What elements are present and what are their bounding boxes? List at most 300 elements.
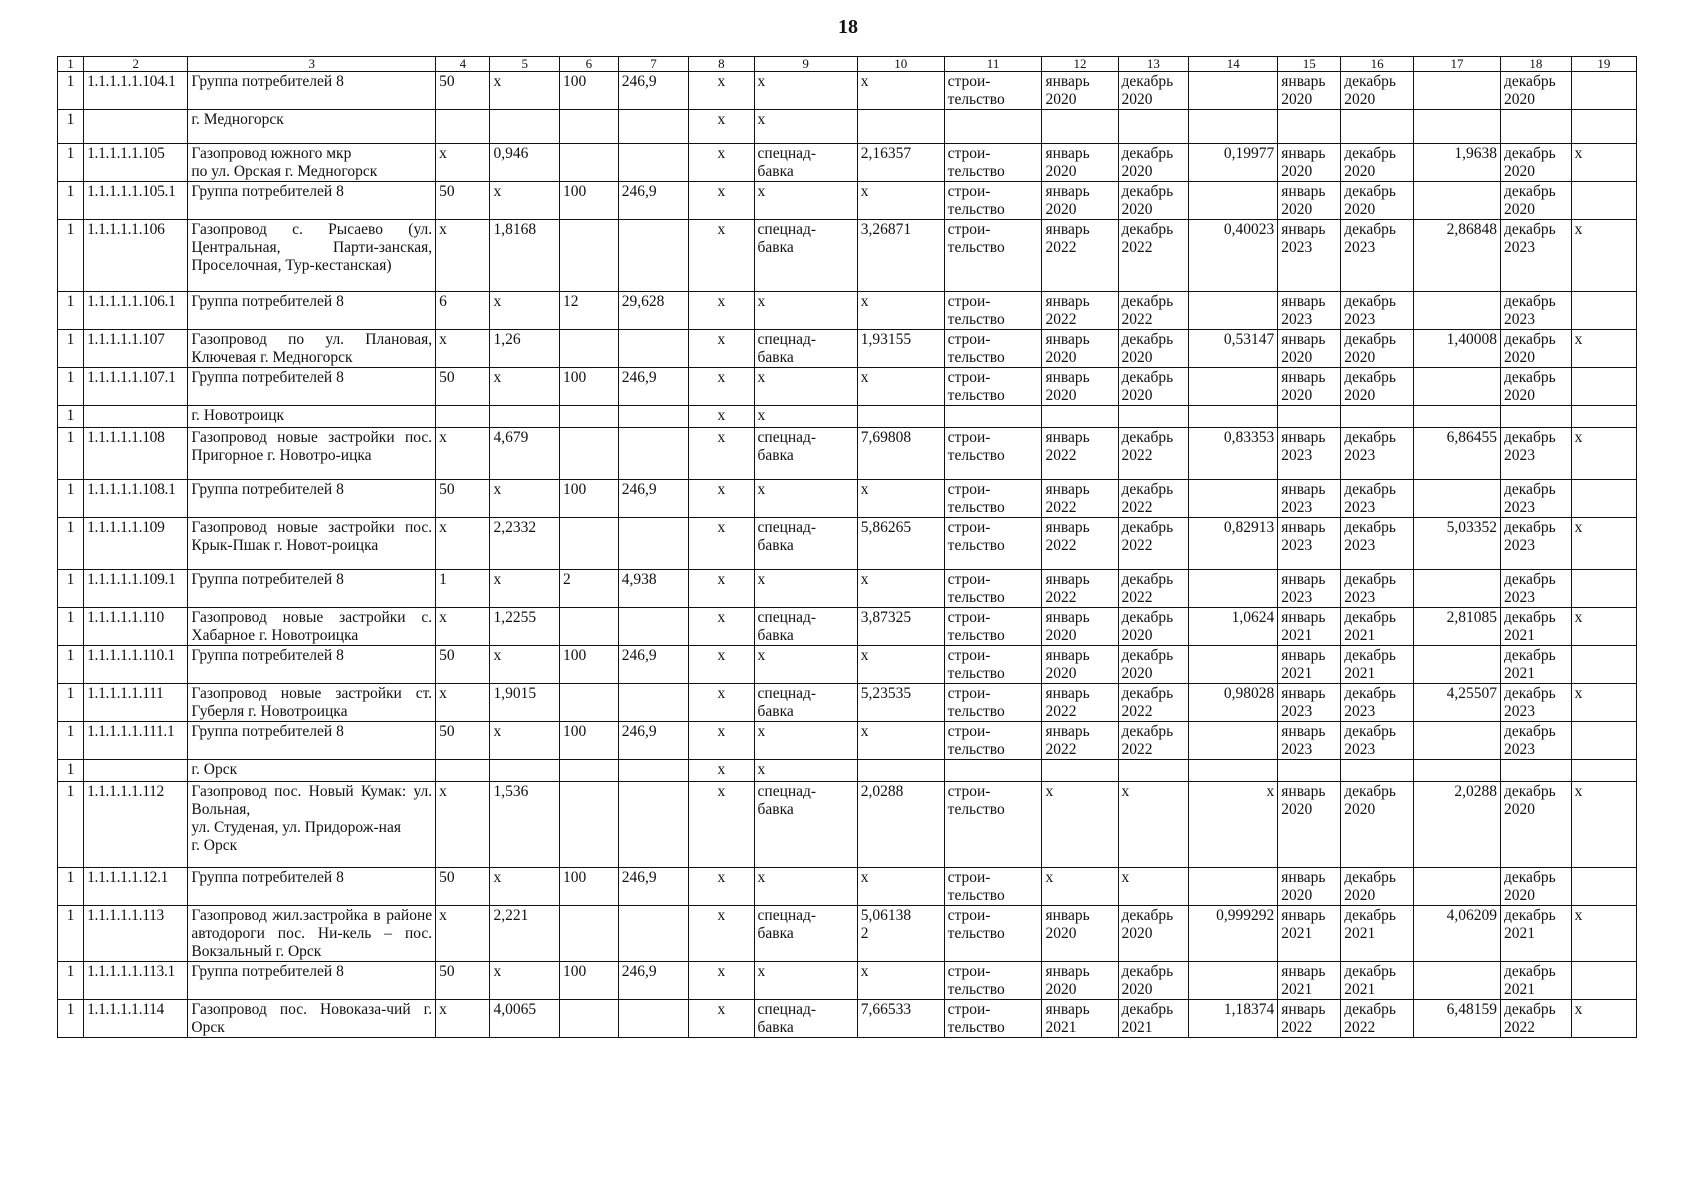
cell-text: декабрь 2023 [1504, 685, 1556, 720]
cell-text: декабрь 2020 [1121, 647, 1174, 682]
table-cell-col-7 [618, 144, 689, 182]
table-cell-col-10 [857, 182, 944, 220]
table-row [58, 868, 1637, 906]
cell-text: декабрь 2023 [1344, 519, 1396, 554]
table-cell-col-13 [1118, 406, 1189, 428]
table-cell-col-1 [58, 110, 84, 144]
table-cell-col-6 [560, 1000, 619, 1038]
cell-text: 2,0288 [1454, 783, 1497, 800]
cell-text: 100 [563, 869, 587, 886]
table-cell-col-16 [1341, 684, 1414, 722]
cell-text: 0,946 [493, 145, 529, 162]
table-cell-col-6 [560, 782, 619, 868]
table-cell-col-1 [58, 962, 84, 1000]
table-cell-col-16 [1341, 480, 1414, 518]
table-cell-col-16 [1341, 182, 1414, 220]
cell-text: х [493, 963, 502, 980]
cell-text: декабрь 2020 [1121, 145, 1174, 180]
table-cell-col-3 [188, 1000, 436, 1038]
table-row [58, 608, 1637, 646]
cell-text: 50 [439, 369, 455, 386]
cell-text: 100 [563, 723, 587, 740]
table-cell-col-8 [689, 406, 754, 428]
table-cell-col-15 [1278, 962, 1341, 1000]
cell-text: декабрь 2020 [1344, 783, 1396, 818]
table-cell-col-3 [188, 962, 436, 1000]
cell-text: х [757, 293, 766, 310]
table-cell-col-8 [689, 220, 754, 292]
table-cell-col-3 [188, 72, 436, 110]
table-cell-col-12 [1042, 760, 1118, 782]
table-cell-col-18 [1501, 480, 1572, 518]
table-cell-col-5 [490, 182, 560, 220]
table-cell-col-9 [754, 782, 857, 868]
cell-text: х [439, 221, 447, 238]
table-cell-col-6 [560, 182, 619, 220]
cell-text: 1,18374 [1223, 1001, 1275, 1018]
table-cell-col-2 [84, 406, 188, 428]
cell-text: спецнад- бавка [757, 331, 817, 366]
table-cell-col-5 [490, 1000, 560, 1038]
table-cell-col-12 [1042, 608, 1118, 646]
table-cell-col-18 [1501, 428, 1572, 480]
cell-text: 1.1.1.1.1.109 [87, 519, 165, 536]
table-cell-col-12 [1042, 646, 1118, 684]
table-cell-col-15 [1278, 220, 1341, 292]
cell-text: х [1574, 685, 1583, 702]
table-cell-col-19 [1571, 144, 1636, 182]
table-cell-col-3 [188, 868, 436, 906]
cell-text: 1.1.1.1.1.108 [87, 429, 165, 446]
cell-text: январь 2021 [1281, 963, 1326, 998]
cell-text: 1 [66, 293, 75, 310]
cell-text: 1 [66, 723, 75, 740]
cell-text: х [1574, 145, 1583, 162]
table-cell-col-11 [944, 182, 1042, 220]
table-cell-col-12 [1042, 428, 1118, 480]
cell-text: Газопровод новые застройки пос. Пригорное г. Новотро-ицка [191, 429, 433, 464]
table-cell-col-11 [944, 868, 1042, 906]
table-row [58, 182, 1637, 220]
cell-text: декабрь 2020 [1121, 609, 1174, 644]
cell-text: 0,83353 [1223, 429, 1275, 446]
table-cell-col-4 [436, 684, 490, 722]
cell-text: х [717, 609, 726, 626]
table-cell-col-19 [1571, 868, 1636, 906]
table-cell-col-18 [1501, 292, 1572, 330]
cell-text: х [1121, 783, 1130, 800]
cell-text: январь 2022 [1045, 221, 1090, 256]
table-cell-col-15 [1278, 782, 1341, 868]
cell-text: 2,16357 [860, 145, 912, 162]
table-cell-col-11 [944, 722, 1042, 760]
table-cell-col-3 [188, 330, 436, 368]
table-cell-col-6 [560, 330, 619, 368]
table-cell-col-6 [560, 368, 619, 406]
column-number-row [58, 57, 1637, 72]
cell-text: х [439, 783, 447, 800]
cell-text: декабрь 2023 [1344, 221, 1396, 256]
cell-text: декабрь 2022 [1121, 221, 1174, 256]
table-cell-col-14 [1189, 330, 1278, 368]
cell-text: 1,40008 [1446, 331, 1497, 348]
table-cell-col-15 [1278, 182, 1341, 220]
table-cell-col-6 [560, 684, 619, 722]
cell-text: декабрь 2020 [1344, 145, 1396, 180]
table-cell-col-18 [1501, 72, 1572, 110]
cell-text: 5,03352 [1446, 519, 1497, 536]
cell-text: январь 2023 [1281, 293, 1326, 328]
table-cell-col-1 [58, 518, 84, 570]
table-cell-col-19 [1571, 220, 1636, 292]
table-cell-col-17 [1414, 722, 1501, 760]
table-cell-col-8 [689, 868, 754, 906]
cell-text: строи- тельство [947, 183, 1005, 218]
cell-text: декабрь 2020 [1121, 963, 1174, 998]
table-cell-col-1 [58, 684, 84, 722]
table-cell-col-9 [754, 646, 857, 684]
cell-text: 100 [563, 963, 587, 980]
table-cell-col-14 [1189, 518, 1278, 570]
table-cell-col-19 [1571, 962, 1636, 1000]
cell-text: 1 [66, 481, 75, 498]
table-cell-col-11 [944, 782, 1042, 868]
cell-text: 1.1.1.1.1.12.1 [87, 869, 169, 886]
table-cell-col-3 [188, 220, 436, 292]
table-cell-col-10 [857, 782, 944, 868]
cell-text: х [717, 407, 726, 424]
table-cell-col-2 [84, 518, 188, 570]
cell-text: 246,9 [621, 369, 657, 386]
cell-text: декабрь 2020 [1504, 369, 1556, 404]
table-cell-col-10 [857, 330, 944, 368]
cell-text: декабрь 2020 [1121, 907, 1174, 942]
table-cell-col-8 [689, 646, 754, 684]
cell-text: 1.1.1.1.1.107 [87, 331, 165, 348]
table-cell-col-7 [618, 962, 689, 1000]
cell-text: январь 2020 [1045, 145, 1090, 180]
cell-text: 1 [66, 761, 75, 778]
table-cell-col-8 [689, 570, 754, 608]
table-cell-col-10 [857, 684, 944, 722]
table-cell-col-4 [436, 518, 490, 570]
table-cell-col-5 [490, 782, 560, 868]
cell-text: январь 2021 [1281, 907, 1326, 942]
table-cell-col-18 [1501, 962, 1572, 1000]
table-cell-col-1 [58, 182, 84, 220]
table-cell-col-8 [689, 292, 754, 330]
cell-text: Группа потребителей 8 [191, 481, 344, 498]
cell-text: х [717, 963, 726, 980]
table-cell-col-13 [1118, 330, 1189, 368]
cell-text: х [439, 609, 447, 626]
table-cell-col-14 [1189, 868, 1278, 906]
table-cell-col-8 [689, 428, 754, 480]
cell-text: 1 [66, 111, 75, 128]
table-cell-col-3 [188, 782, 436, 868]
cell-text: декабрь 2020 [1504, 183, 1556, 218]
cell-text: строи- тельство [947, 685, 1005, 720]
table-cell-col-19 [1571, 722, 1636, 760]
cell-text: 1 [66, 369, 75, 386]
table-cell-col-9 [754, 868, 857, 906]
table-cell-col-2 [84, 684, 188, 722]
table-cell-col-13 [1118, 760, 1189, 782]
table-cell-col-5 [490, 962, 560, 1000]
table-cell-col-18 [1501, 722, 1572, 760]
cell-text: 100 [563, 73, 587, 90]
cell-text: х [717, 331, 726, 348]
cell-text: Группа потребителей 8 [191, 963, 344, 980]
table-cell-col-10 [857, 868, 944, 906]
cell-text: 2,86848 [1446, 221, 1497, 238]
cell-text: 4,25507 [1446, 685, 1497, 702]
table-row [58, 760, 1637, 782]
cell-text: 12 [563, 293, 579, 310]
table-cell-col-5 [490, 428, 560, 480]
cell-text: 246,9 [621, 183, 657, 200]
table-cell-col-16 [1341, 518, 1414, 570]
table-cell-col-17 [1414, 220, 1501, 292]
table-cell-col-14 [1189, 428, 1278, 480]
table-cell-col-10 [857, 760, 944, 782]
table-cell-col-19 [1571, 1000, 1636, 1038]
table-cell-col-11 [944, 684, 1042, 722]
column-number: 16 [1341, 57, 1414, 72]
cell-text: х [860, 723, 869, 740]
table-cell-col-12 [1042, 72, 1118, 110]
table-cell-col-12 [1042, 110, 1118, 144]
cell-text: 1.1.1.1.1.105 [87, 145, 165, 162]
table-cell-col-9 [754, 428, 857, 480]
cell-text: январь 2023 [1281, 481, 1326, 516]
cell-text: 6 [439, 293, 447, 310]
cell-text: 5,23535 [860, 685, 912, 702]
table-cell-col-13 [1118, 868, 1189, 906]
cell-text: январь 2020 [1281, 73, 1326, 108]
cell-text: 1.1.1.1.1.111.1 [87, 723, 175, 740]
cell-text: х [1574, 1001, 1583, 1018]
cell-text: декабрь 2020 [1344, 369, 1396, 404]
cell-text: х [757, 869, 766, 886]
cell-text: декабрь 2020 [1504, 331, 1556, 366]
table-row [58, 570, 1637, 608]
table-cell-col-6 [560, 868, 619, 906]
table-cell-col-1 [58, 72, 84, 110]
table-cell-col-7 [618, 868, 689, 906]
table-cell-col-16 [1341, 406, 1414, 428]
column-number: 5 [490, 57, 560, 72]
cell-text: декабрь 2022 [1121, 685, 1174, 720]
table-cell-col-15 [1278, 480, 1341, 518]
table-cell-col-2 [84, 868, 188, 906]
table-cell-col-13 [1118, 368, 1189, 406]
table-cell-col-13 [1118, 518, 1189, 570]
cell-text: 246,9 [621, 869, 657, 886]
cell-text: декабрь 2022 [1121, 429, 1174, 464]
table-cell-col-5 [490, 518, 560, 570]
cell-text: 1.1.1.1.1.104.1 [87, 73, 176, 90]
cell-text: строи- тельство [947, 571, 1005, 606]
cell-text: х [717, 111, 726, 128]
table-cell-col-8 [689, 962, 754, 1000]
table-cell-col-14 [1189, 962, 1278, 1000]
cell-text: х [493, 73, 502, 90]
table-cell-col-17 [1414, 608, 1501, 646]
table-cell-col-3 [188, 570, 436, 608]
table-cell-col-16 [1341, 72, 1414, 110]
table-cell-col-10 [857, 72, 944, 110]
cell-text: 1 [66, 331, 75, 348]
cell-text: 246,9 [621, 647, 657, 664]
table-cell-col-1 [58, 608, 84, 646]
cell-text: декабрь 2022 [1121, 293, 1174, 328]
cell-text: 0,53147 [1223, 331, 1275, 348]
cell-text: спецнад- бавка [757, 609, 817, 644]
cell-text: Газопровод пос. Новоказа-чий г. Орск [191, 1001, 433, 1036]
table-cell-col-8 [689, 760, 754, 782]
table-row [58, 72, 1637, 110]
table-cell-col-13 [1118, 1000, 1189, 1038]
table-cell-col-16 [1341, 646, 1414, 684]
cell-text: январь 2022 [1045, 685, 1090, 720]
table-cell-col-1 [58, 480, 84, 518]
column-number: 9 [754, 57, 857, 72]
cell-text: Группа потребителей 8 [191, 571, 344, 588]
cell-text: декабрь 2023 [1344, 685, 1396, 720]
table-cell-col-3 [188, 292, 436, 330]
cell-text: х [439, 331, 447, 348]
table-cell-col-6 [560, 110, 619, 144]
table-cell-col-18 [1501, 368, 1572, 406]
cell-text: декабрь 2023 [1344, 571, 1396, 606]
table-cell-col-14 [1189, 906, 1278, 962]
table-cell-col-18 [1501, 782, 1572, 868]
cell-text: 1,9638 [1454, 145, 1497, 162]
cell-text: спецнад- бавка [757, 907, 817, 942]
cell-text: х [860, 369, 869, 386]
table-cell-col-9 [754, 72, 857, 110]
cell-text: 1 [66, 609, 75, 626]
table-cell-col-17 [1414, 292, 1501, 330]
table-cell-col-11 [944, 220, 1042, 292]
cell-text: декабрь 2023 [1504, 481, 1556, 516]
table-row [58, 962, 1637, 1000]
cell-text: строи- тельство [947, 963, 1005, 998]
table-cell-col-9 [754, 906, 857, 962]
table-cell-col-6 [560, 962, 619, 1000]
table-cell-col-17 [1414, 182, 1501, 220]
cell-text: строи- тельство [947, 293, 1005, 328]
cell-text: х [439, 429, 447, 446]
cell-text: х [860, 481, 869, 498]
table-cell-col-5 [490, 906, 560, 962]
table-cell-col-3 [188, 368, 436, 406]
page-number: 18 [838, 16, 858, 38]
cell-text: х [717, 1001, 726, 1018]
cell-text: 1 [66, 869, 75, 886]
table-cell-col-11 [944, 144, 1042, 182]
cell-text: 50 [439, 183, 455, 200]
table-cell-col-9 [754, 608, 857, 646]
table-cell-col-17 [1414, 570, 1501, 608]
cell-text: декабрь 2023 [1344, 293, 1396, 328]
table-cell-col-15 [1278, 428, 1341, 480]
table-cell-col-2 [84, 760, 188, 782]
table-cell-col-16 [1341, 428, 1414, 480]
table-cell-col-4 [436, 292, 490, 330]
cell-text: 1 [66, 429, 75, 446]
cell-text: спецнад- бавка [757, 221, 817, 256]
table-cell-col-15 [1278, 906, 1341, 962]
table-cell-col-5 [490, 722, 560, 760]
cell-text: 1.1.1.1.1.112 [87, 783, 164, 800]
table-cell-col-11 [944, 646, 1042, 684]
table-cell-col-18 [1501, 406, 1572, 428]
cell-text: х [717, 293, 726, 310]
table-cell-col-9 [754, 182, 857, 220]
cell-text: строи- тельство [947, 221, 1005, 256]
cell-text: 50 [439, 481, 455, 498]
cell-text: х [493, 481, 502, 498]
cell-text: январь 2021 [1281, 609, 1326, 644]
table-cell-col-7 [618, 782, 689, 868]
table-cell-col-2 [84, 962, 188, 1000]
column-number: 8 [689, 57, 754, 72]
table-cell-col-13 [1118, 220, 1189, 292]
table-cell-col-13 [1118, 684, 1189, 722]
cell-text: 1 [66, 907, 75, 924]
table-cell-col-5 [490, 646, 560, 684]
table-cell-col-11 [944, 110, 1042, 144]
table-cell-col-9 [754, 368, 857, 406]
cell-text: декабрь 2023 [1504, 293, 1556, 328]
table-cell-col-19 [1571, 110, 1636, 144]
cell-text: 246,9 [621, 963, 657, 980]
table-cell-col-5 [490, 570, 560, 608]
table-cell-col-5 [490, 760, 560, 782]
table-cell-col-13 [1118, 182, 1189, 220]
column-number: 19 [1571, 57, 1636, 72]
table-cell-col-15 [1278, 722, 1341, 760]
table-cell-col-12 [1042, 518, 1118, 570]
table-cell-col-11 [944, 570, 1042, 608]
cell-text: 100 [563, 647, 587, 664]
cell-text: декабрь 2023 [1504, 221, 1556, 256]
cell-text: декабрь 2023 [1344, 723, 1396, 758]
cell-text: строи- тельство [947, 331, 1005, 366]
table-cell-col-14 [1189, 782, 1278, 868]
table-row [58, 1000, 1637, 1038]
cell-text: х [757, 647, 766, 664]
table-cell-col-16 [1341, 782, 1414, 868]
table-cell-col-15 [1278, 684, 1341, 722]
table-cell-col-13 [1118, 962, 1189, 1000]
table-cell-col-8 [689, 144, 754, 182]
cell-text: декабрь 2020 [1504, 869, 1556, 904]
cell-text: х [717, 723, 726, 740]
cell-text: х [493, 293, 502, 310]
table-cell-col-4 [436, 144, 490, 182]
table-cell-col-2 [84, 722, 188, 760]
cell-text: 1 [66, 685, 75, 702]
table-cell-col-2 [84, 220, 188, 292]
cell-text: х [493, 723, 502, 740]
table-cell-col-10 [857, 110, 944, 144]
cell-text: 50 [439, 869, 455, 886]
table-cell-col-16 [1341, 570, 1414, 608]
table-cell-col-3 [188, 608, 436, 646]
